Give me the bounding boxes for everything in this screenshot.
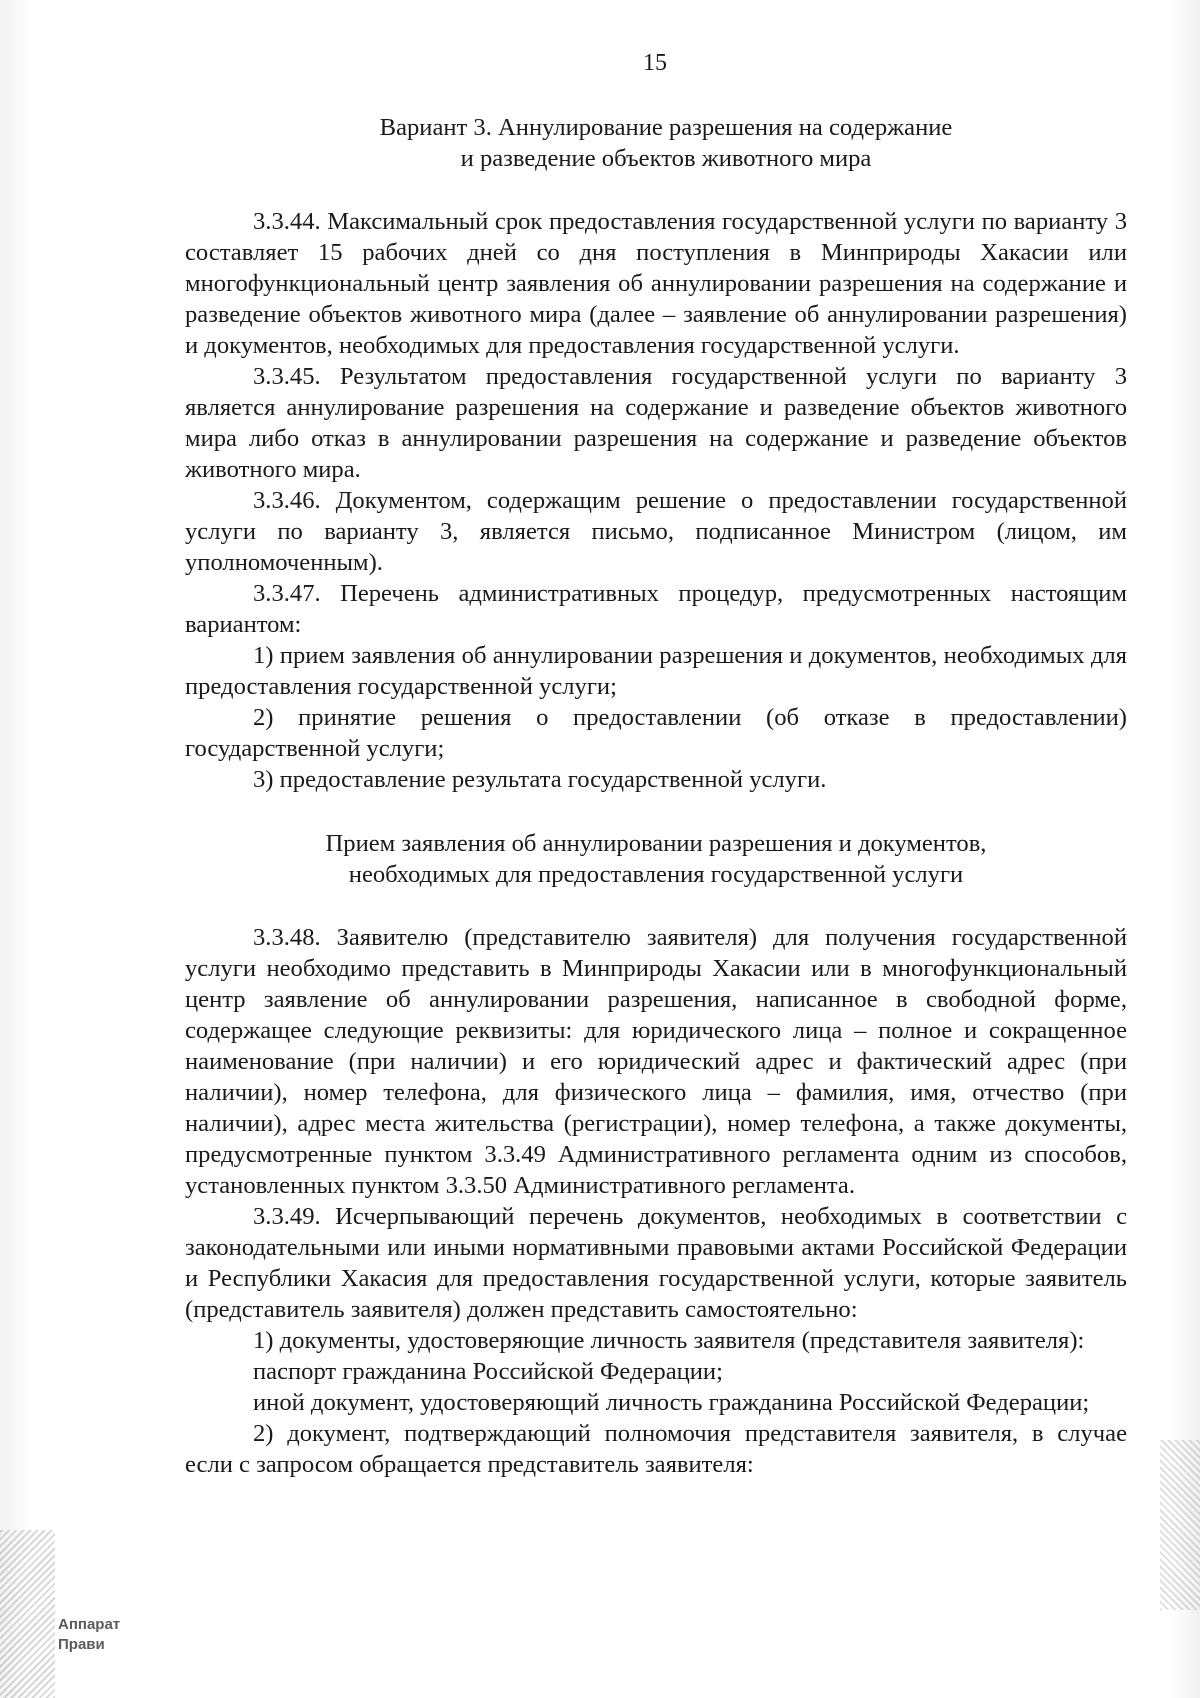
list-item: 3) предоставление результата государственной услуги. bbox=[253, 766, 827, 793]
stamp-line: Прави bbox=[58, 1636, 105, 1653]
document-body bbox=[185, 112, 1127, 1480]
paragraph-3-3-47: 3.3.47. Перечень административных процедур, предусмотренных настоящим вариантом: bbox=[185, 580, 1127, 638]
heading-line: необходимых для предоставления государственной услуги bbox=[348, 861, 964, 888]
stamp-fragment bbox=[58, 1615, 120, 1655]
scan-artifact-right bbox=[1160, 1440, 1200, 1610]
stamp-line: Аппарат bbox=[58, 1616, 121, 1633]
heading-line: Вариант 3. Аннулирование разрешения на содержание bbox=[379, 114, 953, 141]
paragraph-3-3-44: 3.3.44. Максимальный срок предоставления государственной услуги по варианту 3 составляет 15 рабочих дней со дня поступления в Минприроды Хакасии или многофункциональный центр заявления об аннулировании разрешения на содержание и разведение объектов животного мира (далее – заявление об аннулировании разрешения) и документов, необходимых для предоставления государственной услуги. bbox=[185, 208, 1127, 359]
list-item: 1) прием заявления об аннулировании разрешения и документов, необходимых для предоставления государственной услуги; bbox=[185, 642, 1127, 700]
list-item: 2) принятие решения о предоставлении (об отказе в предоставлении) государственной услуги; bbox=[185, 704, 1127, 762]
heading-line: и разведение объектов животного мира bbox=[460, 145, 872, 172]
paragraph-3-3-46: 3.3.46. Документом, содержащим решение о предоставлении государственной услуги по варианту 3, является письмо, подписанное Министром (лицом, им уполномоченным). bbox=[185, 487, 1127, 576]
scan-edge-left bbox=[0, 0, 30, 1698]
paragraph-3-3-48: 3.3.48. Заявителю (представителю заявителя) для получения государственной услуги необходимо представить в Минприроды Хакасии или в многофункциональный центр заявление об аннулировании разрешения, написанное в свободной форме, содержащее следующие реквизиты: для юридического лица – полное и сокращенное наименование (при наличии) и его юридический адрес и фактический адрес (при наличии), номер телефона, для физического лица – фамилия, имя, отчество (при наличии), адрес места жительства (регистрации), номер телефона, а также документы, предусмотренные пунктом 3.3.49 Административного регламента одним из способов, установленных пунктом 3.3.50 Административного регламента. bbox=[185, 924, 1127, 1199]
paragraph-3-3-45: 3.3.45. Результатом предоставления государственной услуги по варианту 3 является аннулирование разрешения на содержание и разведение объектов животного мира либо отказ в аннулировании разрешения на содержание и разведение объектов животного мира. bbox=[185, 363, 1127, 483]
list-item: 2) документ, подтверждающий полномочия представителя заявителя, в случае если с запросом обращается представитель заявителя: bbox=[185, 1420, 1127, 1478]
paragraph-3-3-49: 3.3.49. Исчерпывающий перечень документов, необходимых в соответствии с законодательными или иными нормативными правовыми актами Российской Федерации и Республики Хакасия для предоставления государственной услуги, которые заявитель (представитель заявителя) должен представить самостоятельно: bbox=[185, 1203, 1127, 1323]
heading-line: Прием заявления об аннулировании разрешения и документов, bbox=[325, 830, 987, 857]
list-item: иной документ, удостоверяющий личность гражданина Российской Федерации; bbox=[253, 1389, 1090, 1416]
list-item: паспорт гражданина Российской Федерации; bbox=[253, 1358, 723, 1385]
list-item: 1) документы, удостоверяющие личность заявителя (представителя заявителя): bbox=[253, 1327, 1085, 1354]
section-heading-variant-3 bbox=[185, 112, 1127, 174]
scan-artifact-left bbox=[0, 1530, 55, 1698]
page-number: 15 bbox=[643, 50, 667, 76]
section-heading-application-receipt bbox=[185, 828, 1127, 890]
